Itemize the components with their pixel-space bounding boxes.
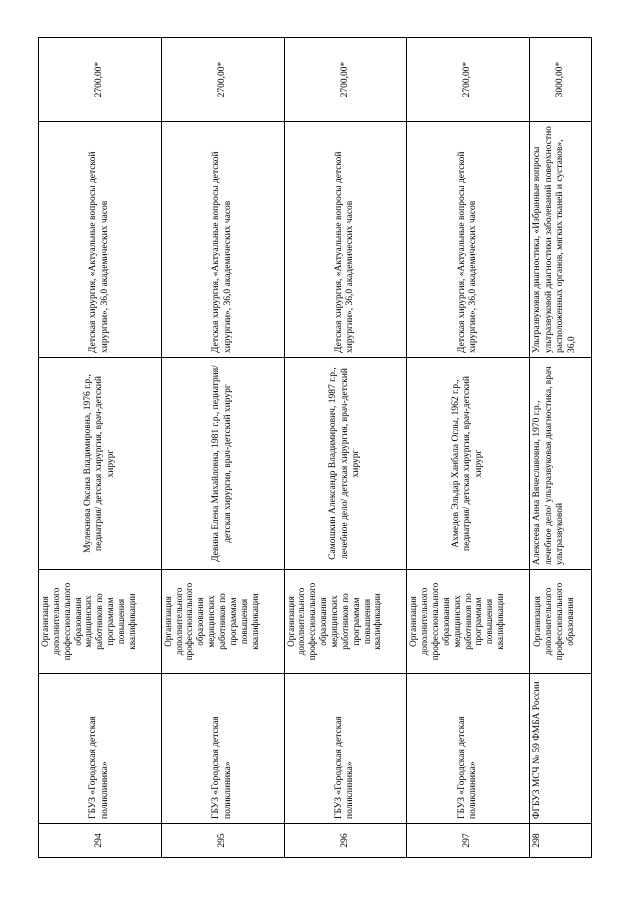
- row-number: 294: [39, 824, 162, 858]
- organization-cell: ГБУЗ «Городская детская поликлиника»: [407, 674, 530, 824]
- table-row: [161, 38, 284, 858]
- course-cell: Ультразвуковая диагностика, «Избранные вопросы ультразвуковой диагностики заболеваний поверхностно расположенных органов, мягких тканей и суставов», 36,0: [530, 122, 592, 358]
- table-row: [407, 38, 530, 858]
- course-cell: Детская хирургия, «Актуальные вопросы детской хирургии», 36,0 академических часов: [161, 122, 284, 358]
- employee-cell: Ахмедов Эльдар Ханбала Оглы, 1962 г.р., педиатрия/ детская хирургия, врач-детский хирург: [407, 358, 530, 570]
- employee-cell: Алексеева Анна Вячеславовна, 1970 г.р., лечебное дело/ ультразвуковая диагностика, врач ультразвуковой: [530, 358, 592, 570]
- employee-cell: Самошкин Александр Владимирович, 1987 г.р., лечебное дело/ детская хирургия, врач-детский хирург: [284, 358, 407, 570]
- activity-type-cell: Организация дополнительного профессионального образования: [530, 570, 592, 674]
- activity-type-cell: Организация дополнительного профессионального образования медицинских работников по программам повышения квалификации: [161, 570, 284, 674]
- row-number: 297: [407, 824, 530, 858]
- table-row: [284, 38, 407, 858]
- row-number: 296: [284, 824, 407, 858]
- organization-cell: ГБУЗ «Городская детская поликлиника»: [39, 674, 162, 824]
- activity-type-cell: Организация дополнительного профессионального образования медицинских работников по программам повышения квалификации: [284, 570, 407, 674]
- course-cell: Детская хирургия, «Актуальные вопросы детской хирургии», 36,0 академических часов: [284, 122, 407, 358]
- table-row: [39, 38, 162, 858]
- price-cell: 2700,00*: [407, 38, 530, 122]
- course-cell: Детская хирургия, «Актуальные вопросы детской хирургии», 36,0 академических часов: [39, 122, 162, 358]
- rotated-table-wrapper: [38, 38, 592, 858]
- price-cell: 2700,00*: [284, 38, 407, 122]
- employee-cell: Мулекнова Оксана Владимировна, 1976 г.р., педиатрия/ детская хирургия, врач-детский хирург: [39, 358, 162, 570]
- row-number: 298: [530, 824, 592, 858]
- price-cell: 2700,00*: [161, 38, 284, 122]
- organization-cell: ГБУЗ «Городская детская поликлиника»: [284, 674, 407, 824]
- price-cell: 3000,00*: [530, 38, 592, 122]
- activity-type-cell: Организация дополнительного профессионального образования медицинских работников по программам повышения квалификации: [39, 570, 162, 674]
- organization-cell: ФГБУЗ МСЧ № 59 ФМБА России: [530, 674, 592, 824]
- table-row: [530, 38, 592, 858]
- employee-cell: Девина Елена Михайловна, 1981 г.р., педиатрия/ детская хирургия, врач-детский хирург: [161, 358, 284, 570]
- row-number: 295: [161, 824, 284, 858]
- organization-cell: ГБУЗ «Городская детская поликлиника»: [161, 674, 284, 824]
- price-cell: 2700,00*: [39, 38, 162, 122]
- activity-type-cell: Организация дополнительного профессионального образования медицинских работников по программам повышения квалификации: [407, 570, 530, 674]
- contracts-table: [38, 37, 592, 858]
- course-cell: Детская хирургия, «Актуальные вопросы детской хирургии», 36,0 академических часов: [407, 122, 530, 358]
